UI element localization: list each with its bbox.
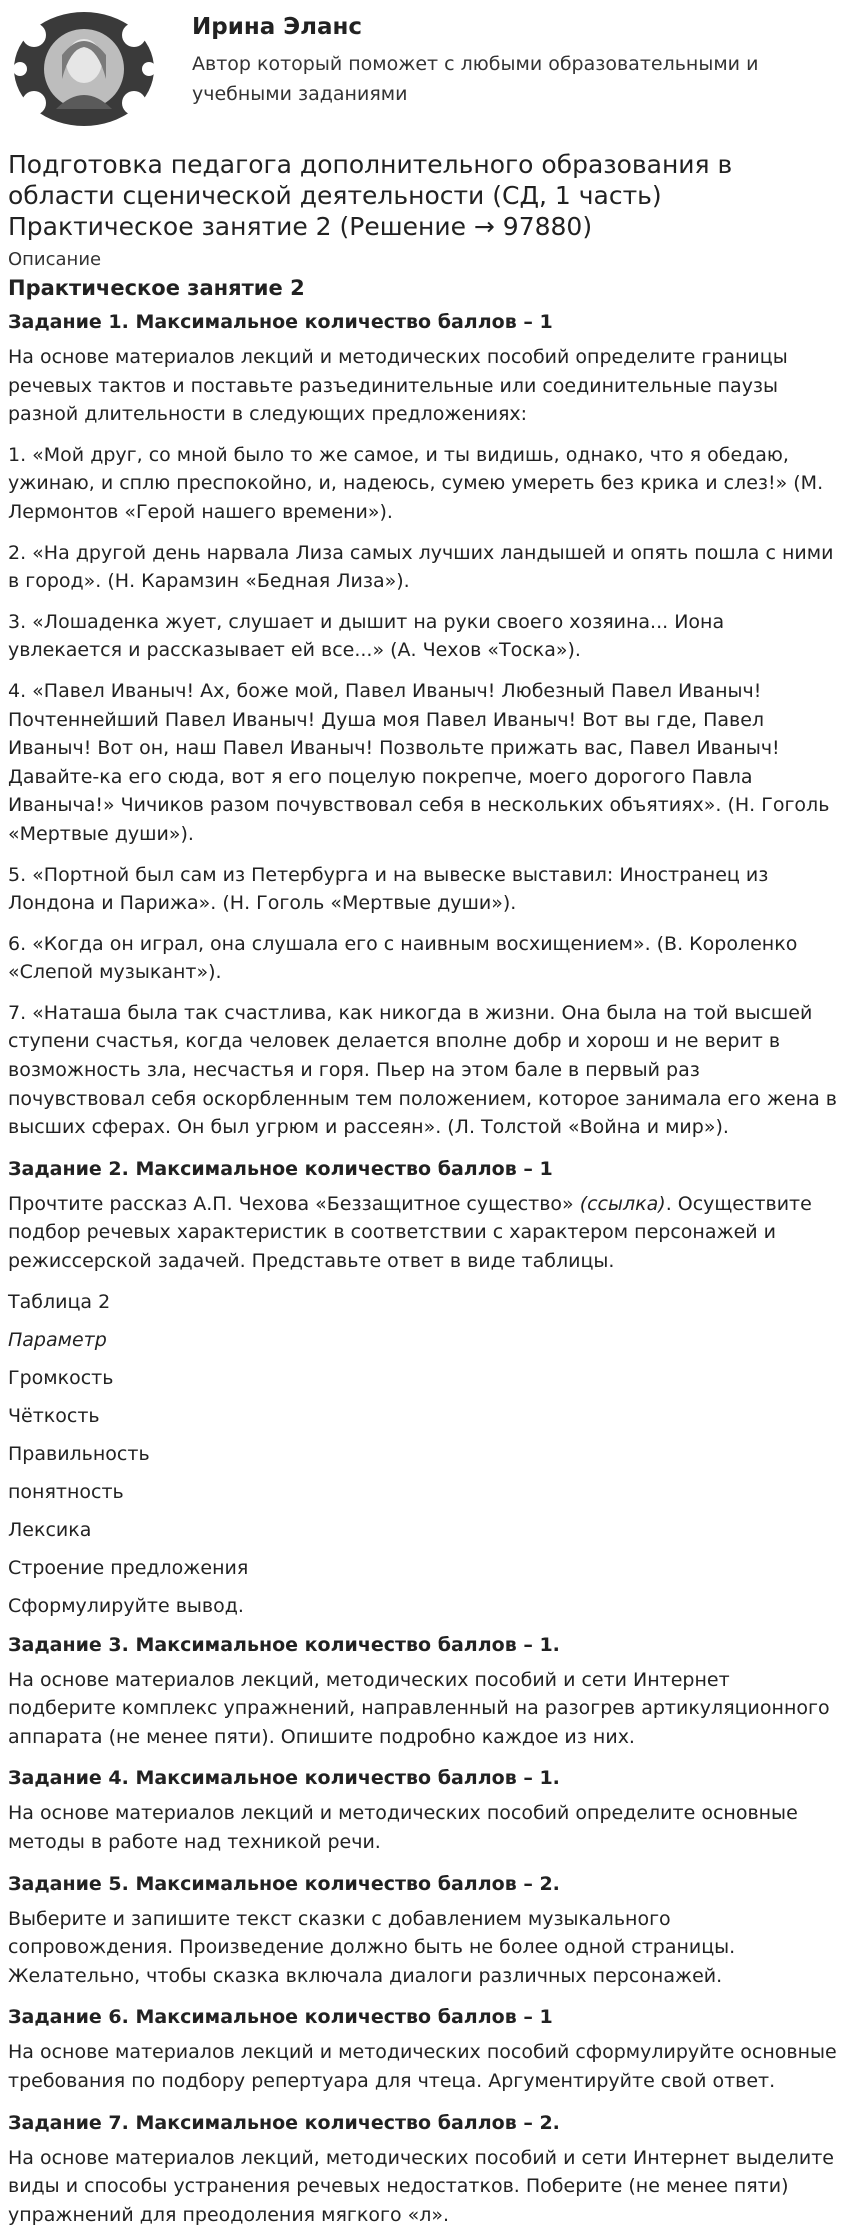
author-header (8, 0, 839, 140)
task-2-intro-text: Прочтите рассказ А.П. Чехова «Беззащитное существо» (8, 1192, 580, 1215)
author-name[interactable]: Ирина Эланс (192, 14, 363, 40)
table-header: Параметр (8, 1328, 107, 1351)
task-1-intro: На основе материалов лекций и методических пособий определите границы речевых тактов и поставьте разъединительные или соединительные паузы разной длительности в следующих предложениях: (8, 346, 788, 426)
task-6-header: Задание 6. Максимальное количество баллов – 1 (8, 2006, 553, 2029)
task-4-text: На основе материалов лекций и методических пособий определите основные методы в работе над техникой речи. (8, 1802, 798, 1853)
task-1-header: Задание 1. Максимальное количество баллов – 1 (8, 311, 553, 333)
story-link[interactable]: (ссылка) (579, 1192, 666, 1215)
description-label: Описание (8, 249, 102, 270)
task-1-item: 7. «Наташа была так счастлива, как никогда в жизни. Она была на той высшей ступени счастья, когда человек делается вполне добр и хорош и не верит в возможность зла, несчастья и горя. Пьер на этом бале в первый раз почувствовал себя оскорбленным тем положением, которое занимала его жена в высших сферах. Он был угрюм и рассеян». (Л. Толстой «Война и мир»). (8, 1001, 837, 1139)
task-1-item: 3. «Лошаденка жует, слушает и дышит на руки своего хозяина... Иона увлекается и рассказывает ей все...» (А. Чехов «Тоска»). (8, 610, 725, 662)
task-4-header: Задание 4. Максимальное количество баллов – 1. (8, 1767, 560, 1790)
task-3-text: На основе материалов лекций, методических пособий и сети Интернет подберите комплекс упражнений, направленный на разогрев артикуляционного аппарата (не менее пяти). Опишите подробно каждое из них. (8, 1668, 830, 1748)
table-row: Громкость (8, 1366, 114, 1389)
table-caption: Таблица 2 (8, 1290, 111, 1313)
task-5-header: Задание 5. Максимальное количество баллов – 2. (8, 1872, 560, 1895)
table-row: Лексика (8, 1518, 92, 1541)
task-6-text: На основе материалов лекций и методических пособий сформулируйте основные требования по подбору репертуара для чтеца. Аргументируйте свой ответ. (8, 2041, 837, 2092)
task-3-header: Задание 3. Максимальное количество баллов – 1. (8, 1633, 560, 1656)
task-1-item: 6. «Когда он играл, она слушала его с наивным восхищением». (В. Короленко «Слепой музыкант»). (8, 932, 798, 984)
task-2-intro-text-end: . Осуществите подбор речевых характеристик в соответствии с характером персонажей и режиссерской задачей. Представьте ответ в виде таблицы. (8, 1192, 812, 1273)
table-row: Строение предложения (8, 1556, 249, 1579)
author-avatar[interactable] (12, 9, 157, 129)
table-row: Чёткость (8, 1404, 100, 1427)
task-1-item: 2. «На другой день нарвала Лиза самых лучших ландышей и опять пошла с ними в город». (Н. Карамзин «Бедная Лиза»). (8, 541, 834, 593)
task-1-item: 4. «Павел Иваныч! Ах, боже мой, Павел Иваныч! Любезный Павел Иваныч! Почтеннейший Павел Иваныч! Душа моя Павел Иваныч! Вот вы где, Павел Иваныч! Вот он, наш Павел Иваныч! Позвольте прижать вас, Павел Иваныч! Давайте-ка его сюда, вот я его поцелую покрепче, моего дорогого Павла Иваныча!» Чичиков разом почувствовал себя в нескольких объятиях». (Н. Гоголь «Мертвые души»). (8, 679, 830, 845)
author-description: Автор который поможет с любыми образовательными и учебными заданиями (192, 53, 759, 105)
task-7-header: Задание 7. Максимальное количество баллов – 2. (8, 2111, 560, 2134)
task-2-intro (8, 1190, 838, 1276)
task-5-text: Выберите и запишите текст сказки с добавлением музыкального сопровождения. Произведение должно быть не более одной страницы. Желательно, чтобы сказка включала диалоги различных персонажей. (8, 1907, 736, 1987)
document-title: Подготовка педагога дополнительного образования в области сценической деятельности (СД, 1 часть) Практическое занятие 2 (Решение → 97880) (8, 150, 733, 241)
task-2-header: Задание 2. Максимальное количество баллов – 1 (8, 1157, 553, 1180)
task-2-conclusion: Сформулируйте вывод. (8, 1594, 244, 1617)
task-7-text: На основе материалов лекций, методических пособий и сети Интернет выделите виды и способы устранения речевых недостатков. Поберите (не менее пяти) упражнений для преодоления мягкого «л». (8, 2146, 834, 2226)
section-title: Практическое занятие 2 (8, 276, 305, 300)
task-1-item: 5. «Портной был сам из Петербурга и на вывеске выставил: Иностранец из Лондона и Парижа». (Н. Гоголь «Мертвые души»). (8, 863, 769, 915)
task-1-item: 1. «Мой друг, со мной было то же самое, и ты видишь, однако, что я обедаю, ужинаю, и сплю преспокойно, и, надеюсь, сумею умереть без крика и слез!» (М. Лермонтов «Герой нашего времени»). (8, 443, 824, 523)
table-row: понятность (8, 1480, 124, 1503)
table-row: Правильность (8, 1442, 150, 1465)
